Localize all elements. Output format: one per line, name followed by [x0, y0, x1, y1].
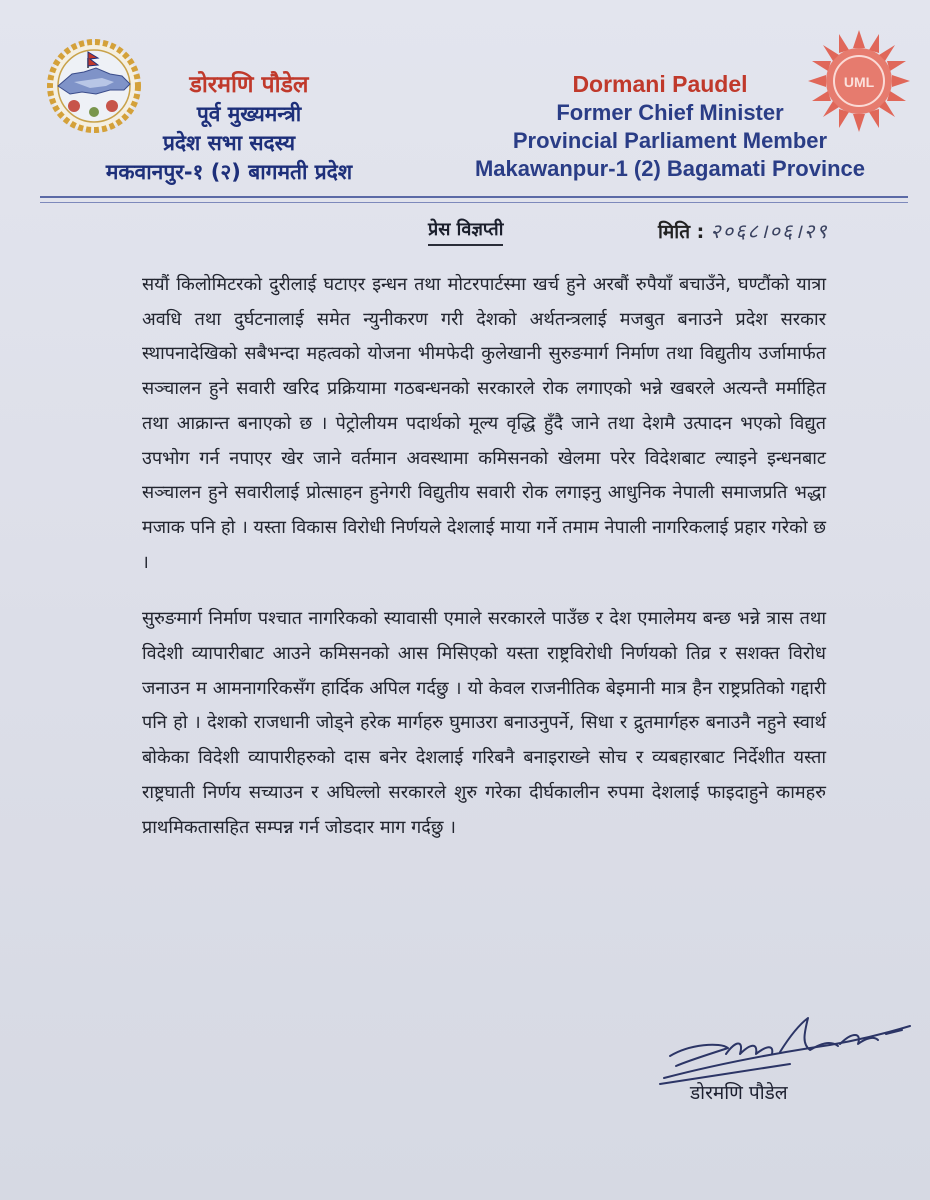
- header-divider-bottom: [40, 202, 908, 203]
- seal-text: UML: [843, 74, 875, 90]
- body-paragraph-1: सयौं किलोमिटरको दुरीलाई घटाएर इन्धन तथा मोटरपार्टस्मा खर्च हुने अरबौं रुपैयाँ बचाउँने, घण्टौंको यात्रा अवधि तथा दुर्घटनालाई समेत न्युनीकरण गरी देशको अर्थतन्त्रलाई मजबुत बनाउने प्रदेश सरकार स्थापनादेखिको सबैभन्दा महत्वको योजना भीमफेदी कुलेखानी सुरुङमार्ग निर्माण तथा विद्युतीय उर्जामार्फत सञ्चालन हुने सवारी खरिद प्रक्रियामा गठबन्धनको सरकारले रोक लगाएको भन्ने खबरले अत्यन्तै मर्माहित तथा आक्रान्त बनाएको छ । पेट्रोलीयम पदार्थको मूल्य वृद्धि हुँदै जाने तथा देशमै उत्पादन भएको विद्युत उपभोग गर्न नपाएर खेर जाने वर्तमान अवस्थामा कमिसनको खेलमा परेर विदेशबाट ल्याइने इन्धनबाट सञ्चालन हुने सवारीलाई प्रोत्साहन हुनेगरी विद्युतीय सवारी रोक लगाइनु आधुनिक नेपाली समाजप्रति भद्धा मजाक पनि हो । यस्ता विकास विरोधी निर्णयले देशलाई माया गर्ने तमाम नेपाली नागरिकलाई प्रहार गरेको छ ।: [142, 274, 826, 573]
- letterhead-title-ne: पूर्व मुख्यमन्त्री: [196, 102, 302, 126]
- letterhead-role-en: Provincial Parliament Member: [512, 128, 828, 153]
- letterhead-name-ne: डोरमणि पौडेल: [189, 72, 309, 98]
- letterhead-role-ne: प्रदेश सभा सदस्य: [162, 131, 296, 155]
- letterhead-name-en: Dormani Paudel: [572, 71, 748, 97]
- date-label: मिति :: [658, 221, 705, 243]
- date-value: २०६८।०६।२९: [710, 219, 829, 243]
- letterhead-constituency-ne: मकवानपुर-१ (२) बागमती प्रदेश: [105, 160, 353, 184]
- body-text: [142, 268, 826, 845]
- document-date: [658, 218, 829, 245]
- document-title: प्रेस विज्ञप्ती: [428, 218, 503, 246]
- signatory-name: डोरमणि पौडेल: [690, 1082, 788, 1104]
- body-paragraph-2: सुरुङमार्ग निर्माण पश्चात नागरिकको स्यावासी एमाले सरकारले पाउँछ र देश एमालेमय बन्छ भन्ने त्रास तथा विदेशी व्यापारीबाट आउने कमिसनको आस मिसिएको यस्ता राष्ट्रविरोधी निर्णयको तिव्र र सशक्त विरोध जनाउन म आमनागरिकसँग हार्दिक अपिल गर्दछु । यो केवल राजनीतिक बेइमानी मात्र हैन राष्ट्रप्रतिको गद्दारी पनि हो । देशको राजधानी जोड्ने हरेक मार्गहरु घुमाउरा बनाउनुपर्ने, सिधा र द्रुतमार्गहरु बनाउनै नहुने स्वार्थ बोकेका विदेशी व्यापारीहरुको दास बनेर देशलाई गरिबनै बनाइराख्ने सोच र व्यबहारबाट निर्देशीत यस्ता राष्ट्रघाती निर्णय सच्याउन र अघिल्लो सरकारले शुरु गरेका दीर्घकालीन रुपमा देशलाई फाइदाहुने कामहरु प्राथमिकतासहित सम्पन्न गर्न जोडदार माग गर्दछु ।: [142, 608, 826, 838]
- party-sun-seal-icon: [806, 28, 912, 134]
- letterhead-title-en: Former Chief Minister: [556, 100, 784, 125]
- letterhead-nepali: [64, 70, 394, 187]
- header-divider-top: [40, 196, 908, 198]
- letterhead-constituency-en: Makawanpur-1 (2) Bagamati Province: [474, 156, 865, 181]
